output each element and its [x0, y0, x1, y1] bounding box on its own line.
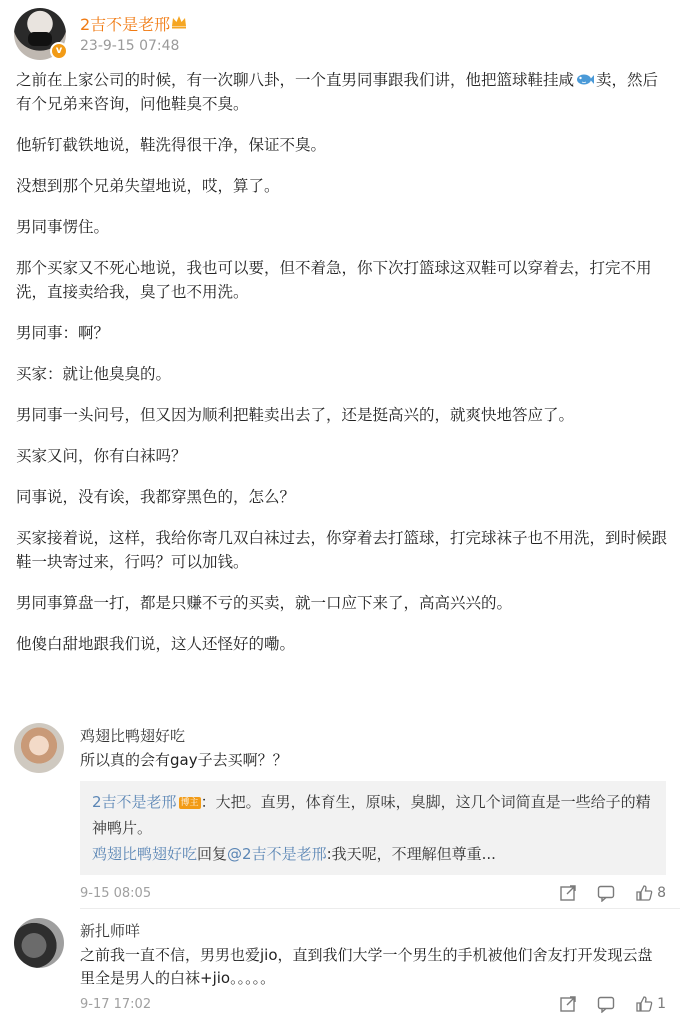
- verified-badge-icon: v: [50, 42, 68, 60]
- comment-text: 所以真的会有gay子去买啊？？: [80, 751, 288, 769]
- comment-icon[interactable]: [597, 995, 615, 1013]
- reply-thread[interactable]: [80, 781, 666, 875]
- post-paragraph: 买家：就让他臭臭的。: [16, 365, 172, 383]
- like-button[interactable]: [635, 884, 666, 902]
- commenter-name[interactable]: 新扎师咩: [80, 922, 141, 940]
- salted-fish-icon: [576, 73, 594, 86]
- comment-timestamp: 9-17 17:02: [80, 997, 152, 1012]
- comment-actions: [559, 995, 666, 1013]
- thumbs-up-icon: [635, 884, 653, 902]
- post-paragraph: 男同事一头问号，但又因为顺利把鞋卖出去了，还是挺高兴的，就爽快地答应了。: [16, 406, 575, 424]
- post-paragraph: 男同事：啊？: [16, 324, 110, 342]
- author-name[interactable]: 2吉不是老邢: [80, 15, 171, 34]
- blogger-badge: 博主: [180, 798, 199, 808]
- share-icon[interactable]: [559, 884, 577, 902]
- comment-item: [14, 723, 666, 903]
- reply-item: [92, 841, 654, 867]
- post-paragraph: 没想到那个兄弟失望地说，哎，算了。: [16, 177, 280, 195]
- post-paragraph: 他傻白甜地跟我们说，这人还怪好的嘞。: [16, 635, 296, 653]
- comment-item: [14, 918, 666, 1018]
- like-count: 1: [657, 996, 666, 1012]
- post-timestamp: 23-9-15 07:48: [80, 38, 180, 54]
- post-paragraph: 买家又问，你有白袜吗？: [16, 447, 187, 465]
- comment-icon[interactable]: [597, 884, 615, 902]
- comment-divider: [80, 908, 680, 909]
- thumbs-up-icon: [635, 995, 653, 1013]
- reply-text: :我天呢，不理解但尊重...: [326, 845, 496, 863]
- reply-author-link[interactable]: 2吉不是老邢: [92, 793, 177, 811]
- comment-text: 之前我一直不信，男男也爱jio，直到我们大学一个男生的手机被他们舍友打开发现云盘里全是男人的白袜+jio。。。。。: [80, 946, 653, 987]
- crown-icon: [171, 15, 187, 29]
- avatar-mask-shape: [28, 32, 52, 46]
- post-paragraph: 他斩钉截铁地说，鞋洗得很干净，保证不臭。: [16, 136, 327, 154]
- reply-text: ：大把。直男，体育生，原味，臭脚，这几个词简直是一些给子的精神鸭片。: [92, 793, 651, 837]
- post-paragraph: 同事说，没有诶，我都穿黑色的，怎么？: [16, 488, 296, 506]
- post-paragraph: 之前在上家公司的时候，有一次聊八卦，一个直男同事跟我们讲，他把篮球鞋挂咸 卖，然后有个兄弟来咨询，问他鞋臭不臭。: [16, 71, 659, 113]
- reply-mention-link[interactable]: @2吉不是老邢: [227, 845, 327, 863]
- commenter-avatar[interactable]: [14, 918, 64, 968]
- post-paragraph: 男同事算盘一打，都是只赚不亏的买卖，就一口应下来了，高高兴兴的。: [16, 594, 513, 612]
- share-icon[interactable]: [559, 995, 577, 1013]
- comment-actions: [559, 884, 666, 902]
- reply-author-link[interactable]: 鸡翅比鸭翅好吃: [92, 845, 198, 863]
- post-paragraph: 买家接着说，这样，我给你寄几双白袜过去，你穿着去打篮球，打完球袜子也不用洗，到时候跟鞋一块寄过来，行吗？可以加钱。: [16, 529, 668, 571]
- like-count: 8: [657, 885, 666, 901]
- post-paragraph: 男同事愣住。: [16, 218, 110, 236]
- like-button[interactable]: [635, 995, 666, 1013]
- reply-verb: 回复: [197, 845, 228, 863]
- comment-timestamp: 9-15 08:05: [80, 886, 152, 901]
- commenter-name[interactable]: 鸡翅比鸭翅好吃: [80, 727, 186, 745]
- post-body: [16, 68, 668, 673]
- reply-item: [92, 789, 654, 841]
- post-header: [14, 6, 666, 62]
- commenter-avatar[interactable]: [14, 723, 64, 773]
- post-paragraph: 那个买家又不死心地说，我也可以要，但不着急，你下次打篮球这双鞋可以穿着去，打完不用洗，直接卖给我，臭了也不用洗。: [16, 259, 652, 301]
